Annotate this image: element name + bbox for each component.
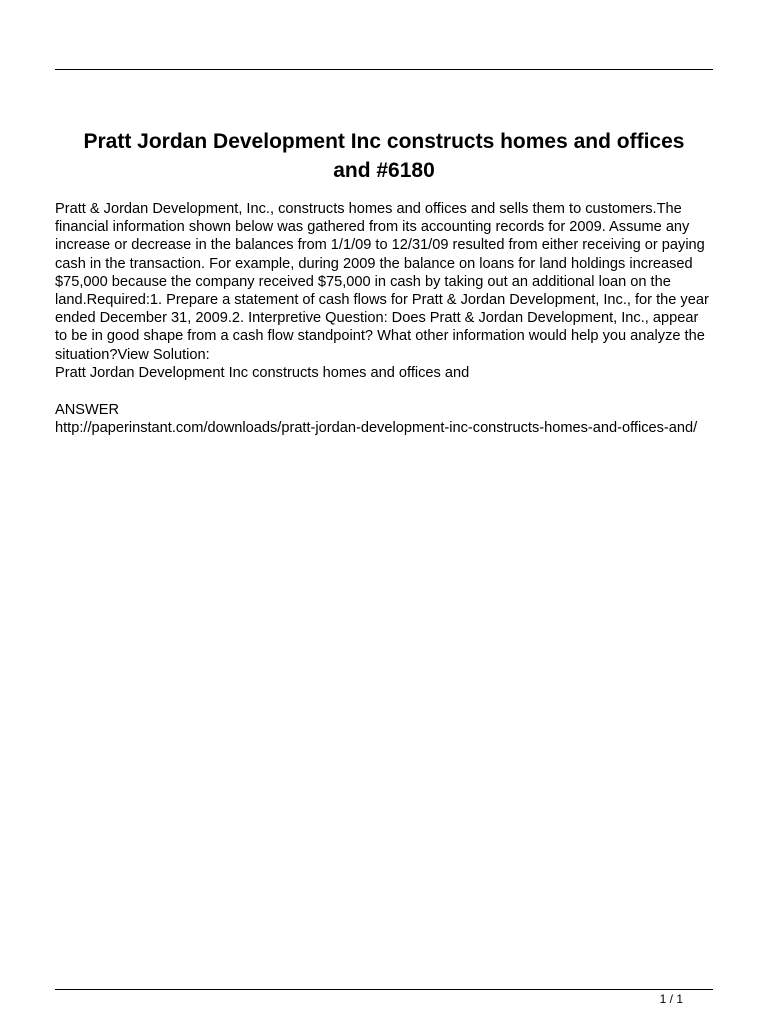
page-number: 1 / 1 xyxy=(659,992,683,1006)
answer-link[interactable]: http://paperinstant.com/downloads/pratt-jordan-development-inc-constructs-homes-and-offices-and/ xyxy=(55,420,698,437)
document-body xyxy=(55,200,713,382)
document-title: Pratt Jordan Development Inc constructs homes and offices and #6180 xyxy=(83,130,685,182)
answer-section xyxy=(55,401,713,437)
body-paragraph: Pratt & Jordan Development, Inc., constructs homes and offices and sells them to customers.The financial information shown below was gathered from its accounting records for 2009. Assume any increase or decrease in the balances from 1/1/09 to 12/31/09 resulted from either receiving or paying cash in the transaction. For example, during 2009 the balance on loans for land holdings increased $75,000 because the company received $75,000 in cash by taking out an additional loan on the land.Required:1. Prepare a statement of cash flows for Pratt & Jordan Development, Inc., for the year ended December 31, 2009.2. Interpretive Question: Does Pratt & Jordan Development, Inc., appear to be in good shape from a cash flow standpoint? What other information would help you analyze the situation?View Solution: xyxy=(55,201,709,363)
top-divider xyxy=(55,69,713,70)
answer-label: ANSWER xyxy=(55,402,120,418)
bottom-divider xyxy=(55,989,713,990)
body-last-line: Pratt Jordan Development Inc constructs homes and offices and xyxy=(55,364,470,381)
